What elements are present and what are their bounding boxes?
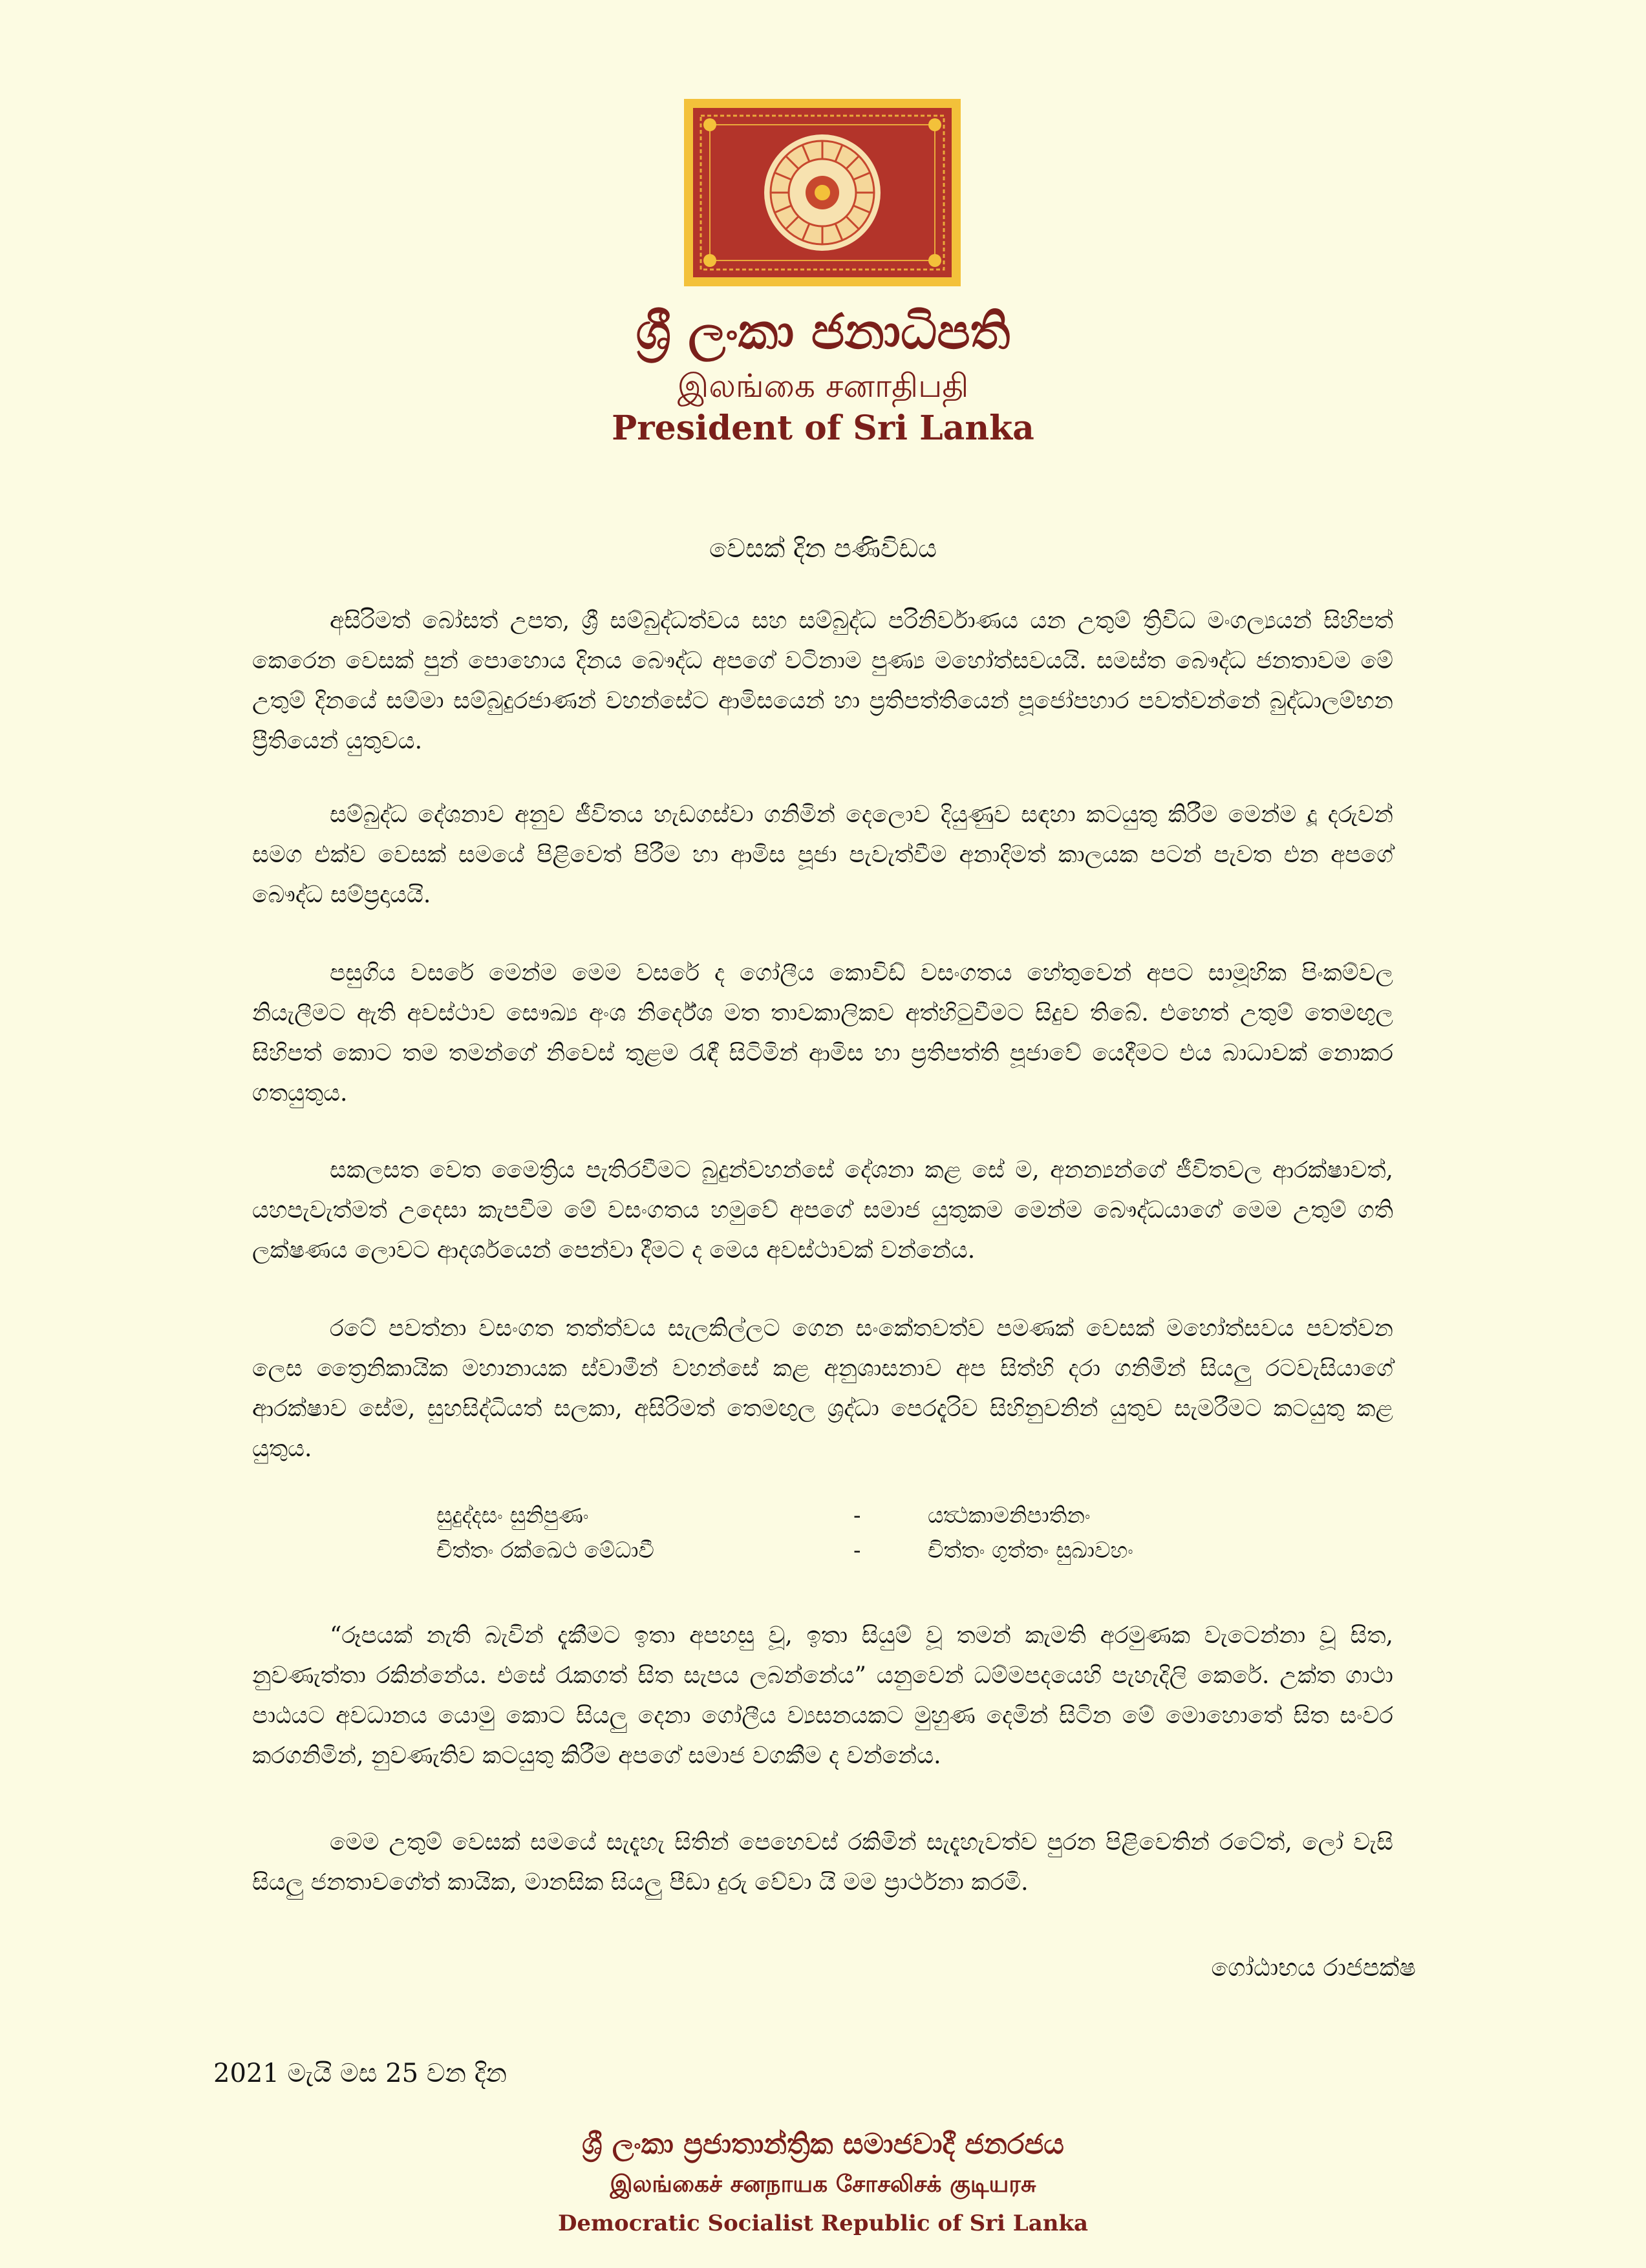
verse-left: චිත්තං රක්ඛෙථ මේධාවී xyxy=(436,1538,654,1563)
flag-emblem-icon xyxy=(684,99,961,286)
footer-english: Democratic Socialist Republic of Sri Lanka xyxy=(557,2210,1089,2236)
verse-line xyxy=(436,1498,1277,1533)
paragraph-1: අසිරිමත් බෝසත් උපත, ශ්‍රී සම්බුද්ධත්වය සහ සම්බුද්ධ පරිනිර්වාණය යන උතුම් ත්‍රිවිධ මංගල්‍යයන් සිහිපත් කෙරෙන වෙසක් පුන් පොහොය දිනය බෞද්ධ අපගේ වටිනාම පුණ්‍ය මහෝත්සවයයි. සමස්ත බෞද්ධ ජනතාවම මේ උතුම් දිනයේ සම්මා සම්බුදුරජාණන් වහන්සේට ආමිසයෙන් හා ප්‍රතිපත්තියෙන් පූජෝපහාර පවත්වන්නේ බුද්ධාලම්භන ප්‍රීතියෙන් යුතුවය. xyxy=(252,608,1393,754)
paragraph-4: සකලසත වෙත මෛත්‍රිය පැතිරවීමට බුදුන්වහන්සේ දේශනා කළ සේ ම, අනන්‍යන්ගේ ජීවිතවල ආරක්ෂාවත්, යහපැවැත්මත් උදෙසා කැපවීම මේ වසංගතය හමුවේ අපගේ සමාජ යුතුකම මෙන්ම බෞද්ධයාගේ මෙම උතුම් ගති ලක්ෂණය ලොවට ආදර්ශයෙන් පෙන්වා දීමට ද මෙය අවස්ථාවක් වන්නේය. xyxy=(252,1157,1393,1264)
paragraph-7: මෙම උතුම් වෙසක් සමයේ සැදැහැ සිතින් පෙහෙවස් රකිමින් සැදැහැවත්ව පුරන පිළිවෙතින් රටේත්, ලෝ වැසි සියලු ජනතාවගේත් කායික, මානසික සියලු පීඩා දුරු වේවා යි මම ප්‍රාර්ථනා කරමි. xyxy=(252,1829,1393,1896)
verse-line xyxy=(436,1533,1277,1568)
pali-verse xyxy=(436,1498,1277,1568)
paragraph-5: රටේ පවත්නා වසංගත තත්ත්වය සැලකිල්ලට ගෙන සංකේතවත්ව පමණක් වෙසක් මහෝත්සවය පවත්වන ලෙස ත්‍රෛනිකායික මහානායක ස්වාමීන් වහන්සේ කළ අනුශාසනාව අප සිත්හි දරා ගනිමින් සියලු රටවැසියාගේ ආරක්ෂාව සේම, සුහසිද්ධියත් සලකා, අසිරිමත් තෙමඟුල ශ්‍රද්ධා පෙරදැරිව සිහිනුවනින් යුතුව සැමරීමට කටයුතු කළ යුතුය. xyxy=(252,1315,1393,1462)
letter-date: 2021 මැයි මස 25 වන දින xyxy=(213,2059,507,2088)
paragraph-2: සම්බුද්ධ දේශනාව අනුව ජීවිතය හැඩගස්වා ගනිමින් දෙලොව දියුණුව සඳහා කටයුතු කිරීම මෙන්ම දූ දරුවන් සමග එක්ව වෙසක් සමයේ පිළිවෙත් පිරීම හා ආමිස පූජා පැවැත්වීම අනාදිමත් කාලයක පටන් පැවත එන අපගේ බෞද්ධ සම්ප්‍රදායයි. xyxy=(252,801,1393,908)
verse-right: යත්‍ථකාමනිපාතිනං xyxy=(928,1503,1091,1529)
footer-tamil: இலங்கைச் சனநாயக சோசலிசக் குடியரசு xyxy=(610,2170,1036,2198)
verse-left: සුදුද්දසං සුනිපුණං xyxy=(436,1503,589,1529)
verse-separator: - xyxy=(853,1503,861,1529)
footer-sinhala: ශ්‍රී ලංකා ප්‍රජාතාන්ත්‍රික සමාජවාදී ජනරජය xyxy=(582,2128,1064,2161)
presidential-flag-emblem xyxy=(684,99,961,286)
header-tamil-title: இலங்கை சனாதிபதி xyxy=(677,367,969,405)
verse-right: චිත්තං ගුත්තං සුඛාවහං xyxy=(928,1538,1133,1563)
message-title: වෙසක් දින පණිවිඩය xyxy=(709,534,937,564)
paragraph-6: “රූපයක් නැති බැවින් දැකීමට ඉතා අපහසු වූ, ඉතා සියුම් වූ තමන් කැමති අරමුණක වැටෙන්නා වූ සිත, නුවණැත්තා රකින්නේය. එසේ රැකගත් සිත සැපය ලබන්නේය” යනුවෙන් ධම්මපදයෙහි පැහැදිලි කෙරේ. උක්ත ගාථා පාඨයට අවධානය යොමු කොට සියලු දෙනා ගෝලීය ව්‍යසනයකට මුහුණ දෙමින් සිටින මේ මොහොතේ සිත සංවර කරගනිමින්, නුවණැතිව කටයුතු කිරීම අපගේ සමාජ වගකීම ද වන්නේය. xyxy=(252,1622,1393,1769)
header-sinhala-title: ශ්‍රී ලංකා ජනාධිපති xyxy=(636,302,1010,360)
paragraph-3: පසුගිය වසරේ මෙන්ම මෙම වසරේ ද ගෝලීය කොවිඩ් වසංගතය හේතුවෙන් අපට සාමූහික පිංකම්වල නියැලීමට ඇති අවස්ථාව සෞඛ්‍ය අංශ නිර්දේශ මත තාවකාලිකව අත්හිටුවීමට සිදුව තිබේ. එහෙත් උතුම් තෙමඟුල සිහිපත් කොට තම තමන්ගේ නිවෙස් තුළම රැඳී සිටිමින් ආමිස හා ප්‍රතිපත්ති පූජාවේ යෙදීමට එය බාධාවක් නොකර ගතයුතුය. xyxy=(252,960,1393,1107)
verse-separator: - xyxy=(853,1538,861,1563)
signature-name: ගෝඨාභය රාජපක්ෂ xyxy=(1211,1953,1416,1982)
header-english-title: President of Sri Lanka xyxy=(612,408,1034,448)
